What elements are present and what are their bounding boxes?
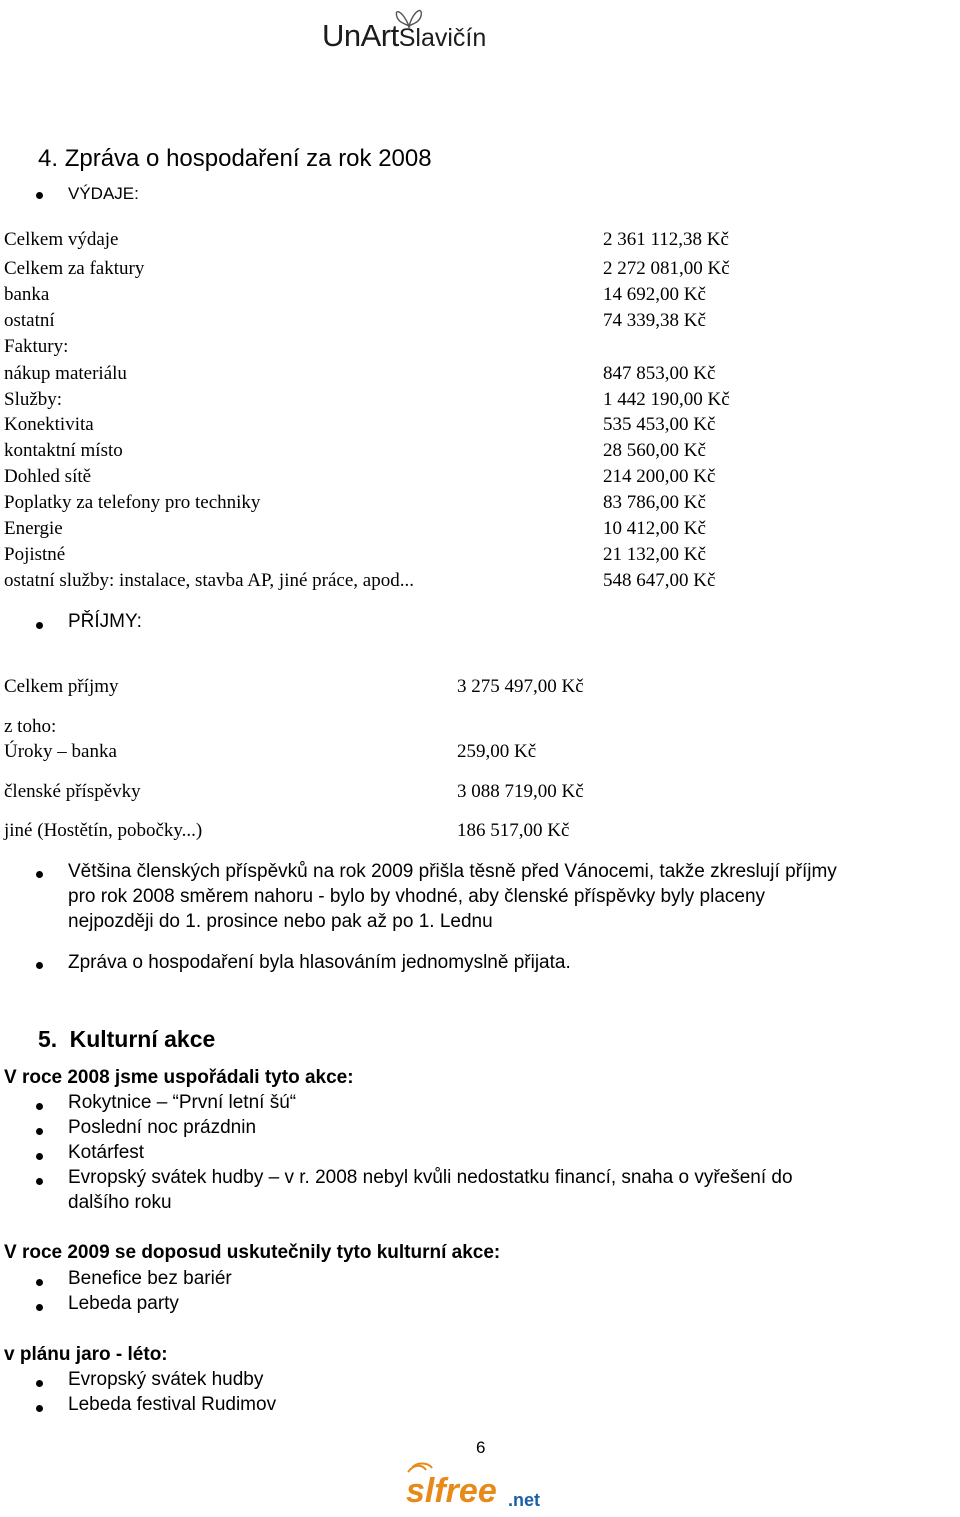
expense-value: 2 272 081,00 Kč [603,258,730,279]
bullet-icon [36,1279,43,1286]
note-line-3: nejpozději do 1. prosince nebo pak až po 1. Lednu [68,911,493,932]
expense-value: 83 786,00 Kč [603,492,706,513]
bullet-icon [36,962,43,969]
expense-label: Faktury: [4,336,69,357]
section-4-heading [38,145,432,173]
expense-value: 1 442 190,00 Kč [603,389,730,410]
event-2008-long-line-1: Evropský svátek hudby – v r. 2008 nebyl kvůli nedostatku financí, snaha o vyřešení do [68,1167,793,1188]
slfree-logo-suffix: .net [508,1490,541,1510]
bullet-icon [36,1304,43,1311]
note-line-2: pro rok 2008 směrem nahoru - bylo by vhodné, aby členské příspěvky byly placeny [68,886,766,907]
bullet-icon [36,1178,43,1185]
expense-value: 74 339,38 Kč [603,310,706,331]
bullet-icon [36,1405,43,1412]
events-2008-heading: V roce 2008 jsme uspořádali tyto akce: [4,1067,354,1088]
slfree-logo [404,1462,560,1512]
bullet-icon [36,1153,43,1160]
income-value: 3 275 497,00 Kč [457,676,584,697]
section-5-number: 5. [38,1026,58,1052]
income-label: jiné (Hostětín, pobočky...) [4,820,203,841]
planned-heading: v plánu jaro - léto: [4,1344,168,1365]
event-2009-item: Benefice bez bariér [68,1268,232,1289]
expense-value: 214 200,00 Kč [603,466,716,487]
event-2008-item: Rokytnice – “První letní šú“ [68,1092,297,1113]
expense-label: ostatní služby: instalace, stavba AP, jiné práce, apod... [4,570,414,591]
income-label: Úroky – banka [4,741,117,762]
logo-unart-text: UnArt [322,18,399,53]
expense-value: 21 132,00 Kč [603,544,706,565]
planned-item: Evropský svátek hudby [68,1369,264,1390]
bullet-icon [36,871,43,878]
expense-value: 14 692,00 Kč [603,284,706,305]
butterfly-icon [392,4,426,30]
expense-label: nákup materiálu [4,363,127,384]
income-value: 186 517,00 Kč [457,820,570,841]
expense-label: kontaktní místo [4,440,123,461]
expense-label: Celkem za faktury [4,258,145,279]
expense-value: 28 560,00 Kč [603,440,706,461]
event-2008-item: Kotárfest [68,1142,145,1163]
income-label: PŘÍJMY: [68,611,142,632]
expense-label: Celkem výdaje [4,229,119,250]
slfree-logo-graphic [404,1462,560,1512]
expense-label: ostatní [4,310,55,331]
planned-item: Lebeda festival Rudimov [68,1394,277,1415]
expense-label: Energie [4,518,63,539]
income-value: 3 088 719,00 Kč [457,781,584,802]
approval-text: Zpráva o hospodaření byla hlasováním jednomyslně přijata. [68,952,571,973]
expense-value: 548 647,00 Kč [603,570,716,591]
expense-label: Služby: [4,389,63,410]
expense-label: Poplatky za telefony pro techniky [4,492,261,513]
section-5-title: Kulturní akce [69,1026,216,1052]
section-4-title: Zpráva o hospodaření za rok 2008 [64,145,432,172]
slfree-logo-text: slfree [406,1472,497,1510]
bullet-icon [36,1380,43,1387]
event-2009-item: Lebeda party [68,1293,179,1314]
event-2008-long-line-2: dalšího roku [68,1192,172,1213]
bullet-icon [36,1103,43,1110]
expense-label: Konektivita [4,414,94,435]
income-label: členské příspěvky [4,781,141,802]
bullet-icon [36,192,43,199]
expense-value: 535 453,00 Kč [603,414,716,435]
logo-slavicin-text: Slavičín [398,24,487,52]
note-line-1: Většina členských příspěvků na rok 2009 přišla těsně před Vánocemi, takže zkreslují příjmy [68,861,837,882]
expense-value: 2 361 112,38 Kč [603,229,729,250]
expense-label: Dohled sítě [4,466,92,487]
expenses-label: VÝDAJE: [68,184,139,203]
events-2009-heading: V roce 2009 se doposud uskutečnily tyto kulturní akce: [4,1242,501,1263]
bullet-icon [36,1128,43,1135]
income-label: Celkem příjmy [4,676,119,697]
event-2008-item: Poslední noc prázdnin [68,1117,257,1138]
income-label: z toho: [4,716,57,737]
expense-value: 847 853,00 Kč [603,363,716,384]
section-5-heading [38,1026,215,1053]
section-4-number: 4. [38,145,59,172]
unart-logo [322,18,486,58]
bullet-icon [36,622,43,629]
expense-value: 10 412,00 Kč [603,518,706,539]
page-number: 6 [476,1438,486,1457]
income-value: 259,00 Kč [457,741,537,762]
expense-label: Pojistné [4,544,66,565]
expense-label: banka [4,284,50,305]
